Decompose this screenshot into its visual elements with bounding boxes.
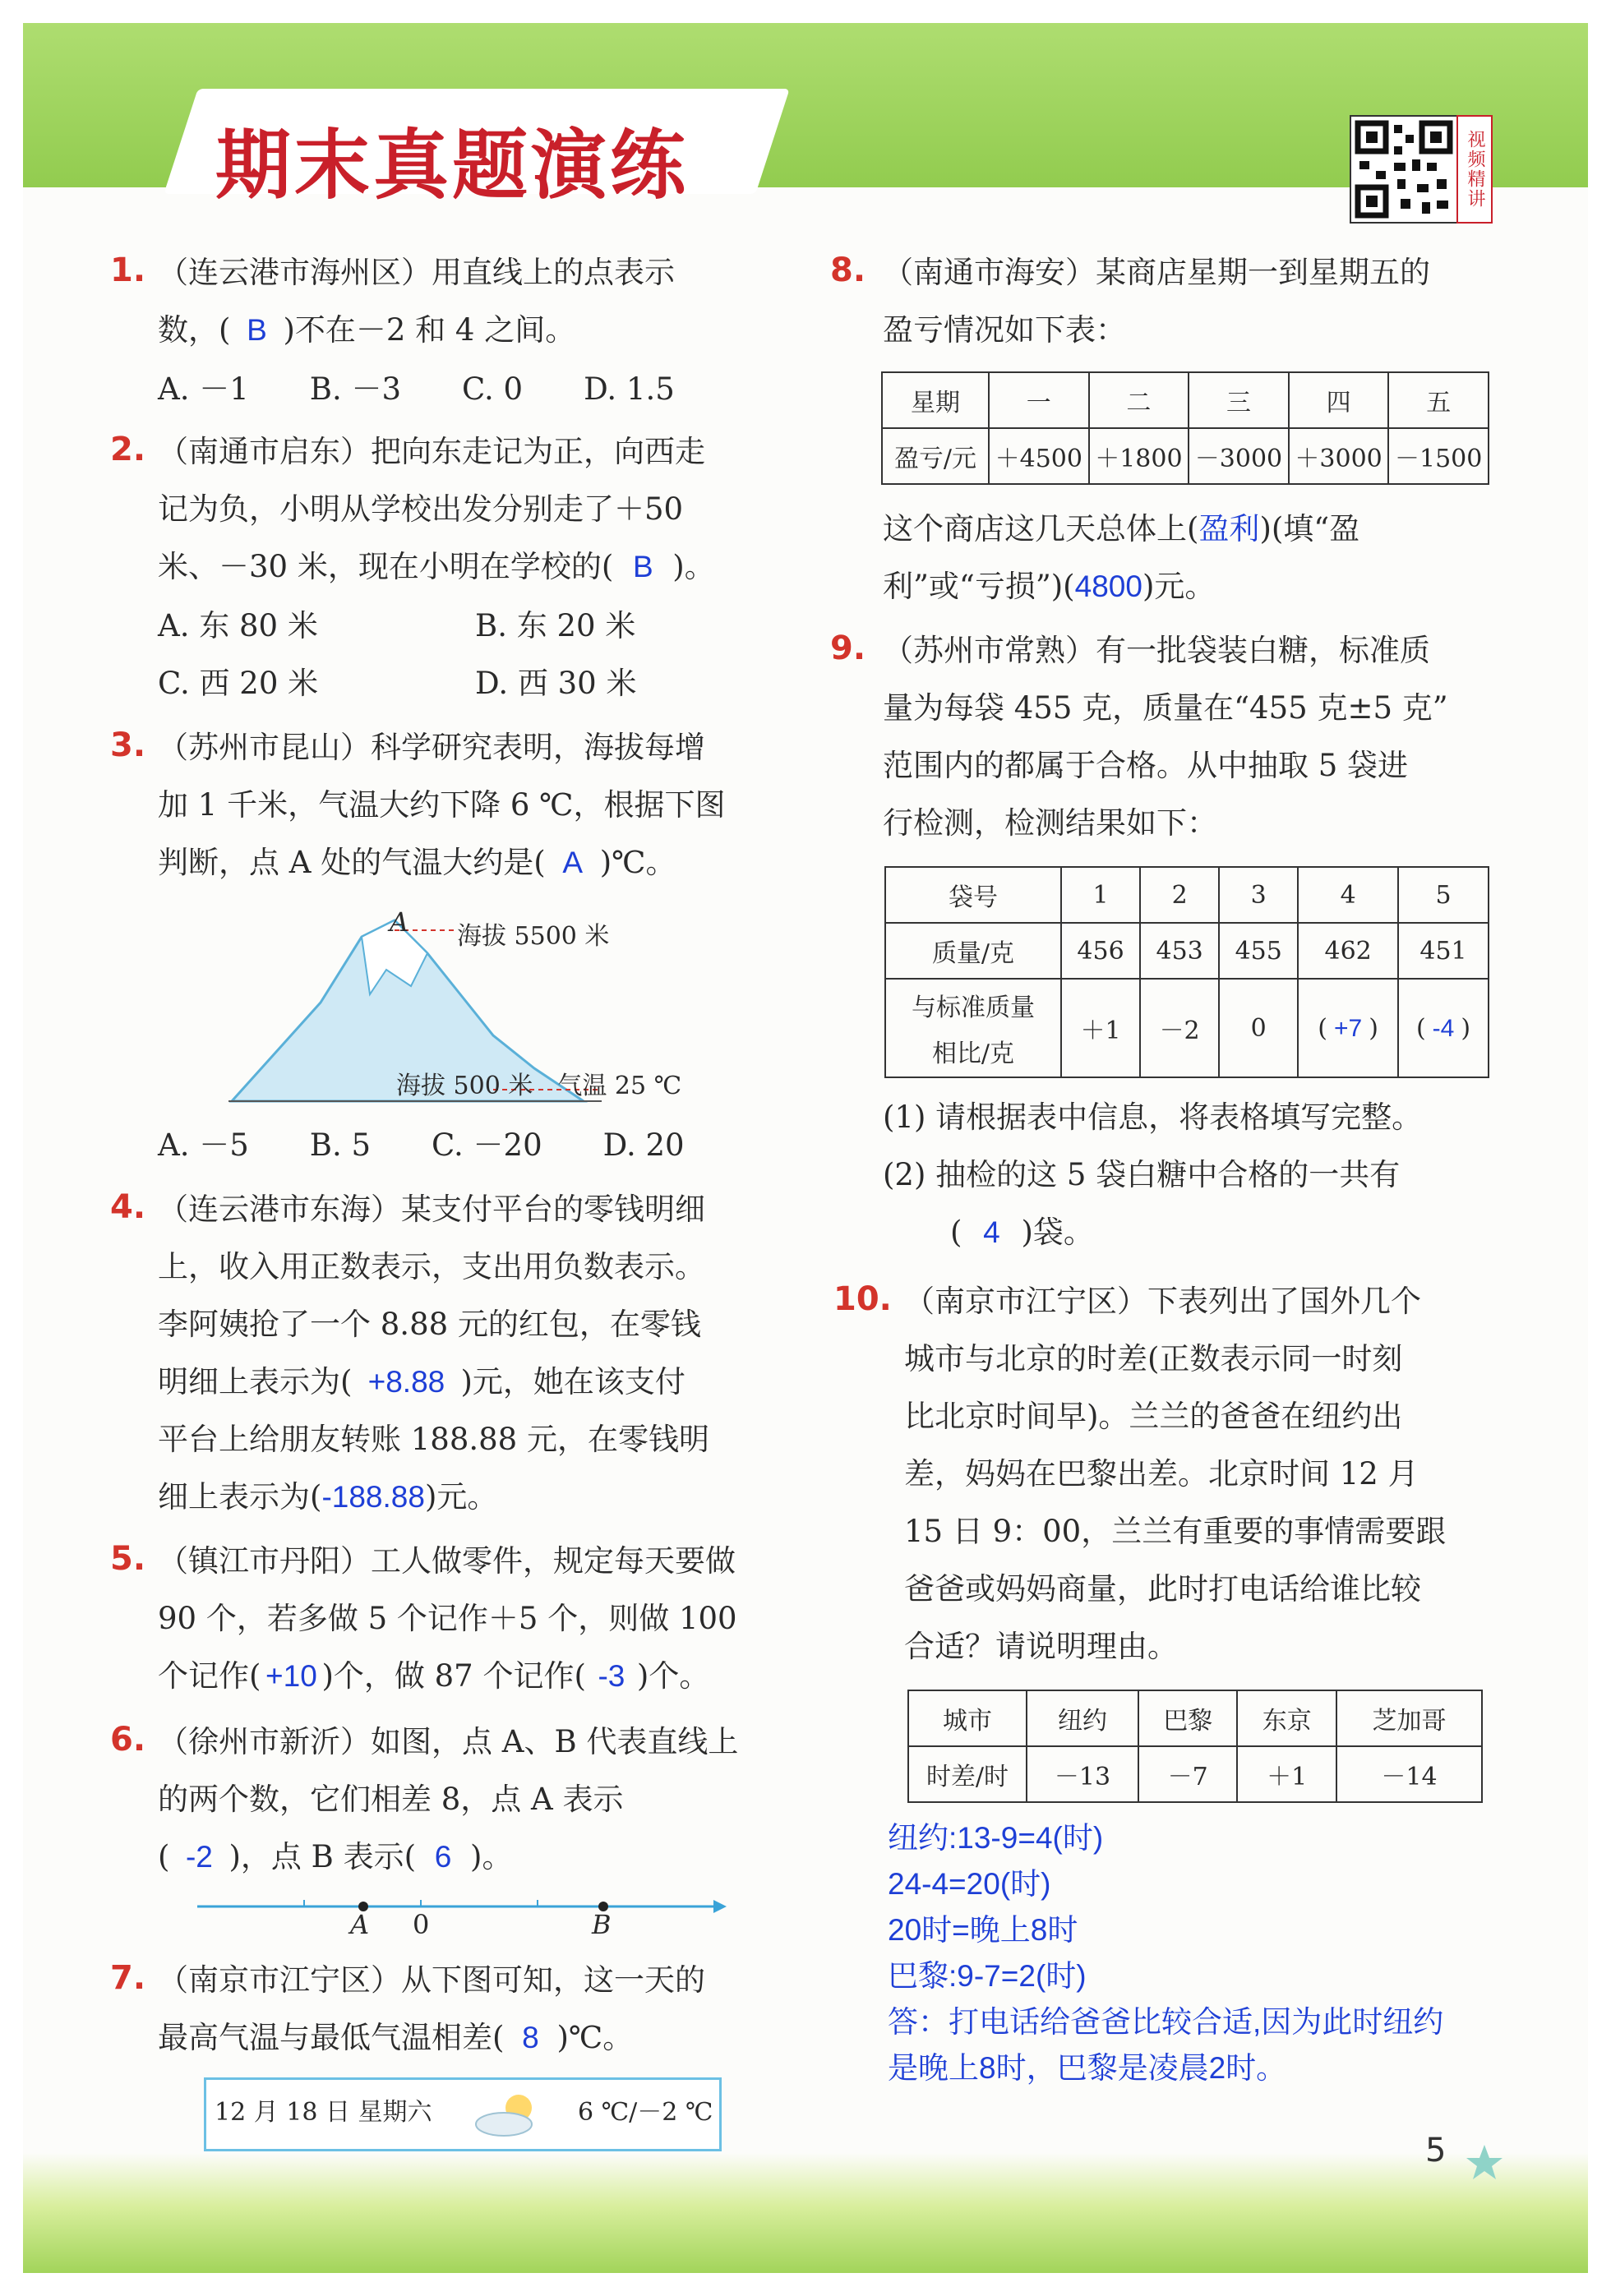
q10-value-cell: ＋1 <box>1237 1746 1336 1802</box>
q10-work-line: 答：打电话给爸爸比较合适,因为此时纽约 <box>888 2005 1444 2039</box>
q8-value-cell: －3000 <box>1189 428 1289 484</box>
q3-number: 3. <box>110 726 146 764</box>
q10-value-cell: －7 <box>1138 1746 1238 1802</box>
q1-number: 1. <box>110 251 146 289</box>
q9-value-cell: 453 <box>1140 923 1219 979</box>
q8-answer-2: 4800 <box>1074 569 1142 603</box>
q2-line-3: 米、－30 米，现在小明在学校的( B )。 <box>158 547 715 587</box>
q9-value-cell: 0 <box>1219 979 1298 1077</box>
q5-line-1: （镇江市丹阳）工人做零件，规定每天要做 <box>158 1543 736 1579</box>
q3-figure-point-label: A <box>390 906 409 938</box>
q8-header-cell: 四 <box>1289 372 1389 428</box>
q10-number: 10. <box>833 1280 892 1318</box>
q5-line-3: 个记作( +10 )个，做 87 个记作( -3 )个。 <box>158 1657 709 1696</box>
q9-answer-5: -4 <box>1432 1014 1455 1042</box>
q9-line-2: 量为每袋 455 克，质量在“455 克±5 克” <box>883 690 1448 726</box>
q3-answer: A <box>562 846 584 879</box>
q4-line-4: 明细上表示为( +8.88 )元，她在该支付 <box>158 1362 685 1402</box>
q6-line-2: 的两个数，它们相差 8，点 A 表示 <box>158 1782 624 1817</box>
q4-number: 4. <box>110 1188 146 1226</box>
q2-option-b: B. 东 20 米 <box>475 608 636 643</box>
q7-line-1: （南京市江宁区）从下图可知，这一天的 <box>158 1962 705 1998</box>
q10-line-3: 比北京时间早)。兰兰的爸爸在纽约出 <box>904 1399 1403 1434</box>
q9-table <box>884 866 1489 1078</box>
q2-number: 2. <box>110 431 146 468</box>
q6-number-line <box>194 1890 733 1939</box>
q8-table <box>881 371 1489 485</box>
page-number: 5 <box>1425 2132 1447 2169</box>
q9-header-cell: 2 <box>1140 867 1219 923</box>
q8-line-2: 盈亏情况如下表： <box>883 312 1126 348</box>
q10-work-line: 24-4=20(时) <box>888 1867 1051 1901</box>
q9-subq-2-answer-line: ( 4 )袋。 <box>950 1213 1094 1252</box>
q10-line-2: 城市与北京的时差(正数表示同一时刻 <box>904 1341 1403 1376</box>
q7-answer: 8 <box>522 2021 539 2054</box>
q9-header-cell: 3 <box>1219 867 1298 923</box>
q1-answer: B <box>247 313 267 347</box>
q3-line-1: （苏州市昆山）科学研究表明，海拔每增 <box>158 730 705 765</box>
q4-line-1: （连云港市东海）某支付平台的零钱明细 <box>158 1192 705 1227</box>
q10-header-cell: 城市 <box>908 1690 1027 1746</box>
q8-header-cell: 五 <box>1388 372 1489 428</box>
q10-header-cell: 巴黎 <box>1138 1690 1238 1746</box>
q9-answer-cell: ( -4 ) <box>1398 979 1489 1077</box>
q6-number: 6. <box>110 1721 146 1759</box>
q9-value-cell: 462 <box>1298 923 1398 979</box>
q9-value-cell: 455 <box>1219 923 1298 979</box>
q8-header-cell: 三 <box>1189 372 1289 428</box>
q9-value-cell: ＋1 <box>1061 979 1140 1077</box>
q9-answer-cell: ( +7 ) <box>1298 979 1398 1077</box>
q9-value-cell: 451 <box>1398 923 1489 979</box>
q8-value-cell: ＋4500 <box>989 428 1089 484</box>
q8-number: 8. <box>830 251 866 289</box>
q1-line-1: （连云港市海州区）用直线上的点表示 <box>158 255 675 290</box>
q8-value-cell: －1500 <box>1388 428 1489 484</box>
q3-options: A. －5 B. 5 C. －20 D. 20 <box>158 1127 685 1163</box>
footer-band <box>23 2153 1588 2273</box>
q4-answer-2: -188.88 <box>321 1480 425 1514</box>
page-title: 期末真题演练 <box>215 122 690 210</box>
q10-work-line: 巴黎:9-7=2(时) <box>888 1959 1087 1993</box>
q8-line-3: 这个商店这几天总体上(盈利)(填“盈 <box>883 511 1360 546</box>
q6-point-b-label: B <box>592 1909 612 1940</box>
q5-number: 5. <box>110 1540 146 1578</box>
q10-row-label: 时差/时 <box>908 1746 1027 1802</box>
q5-answer-1: +10 <box>265 1659 317 1693</box>
q10-line-5: 15 日 9：00，兰兰有重要的事情需要跟 <box>904 1514 1447 1549</box>
q6-answer-2: 6 <box>434 1840 452 1874</box>
q9-answer-count: 4 <box>983 1215 1000 1249</box>
q9-header-cell: 袋号 <box>885 867 1061 923</box>
q10-header-cell: 纽约 <box>1027 1690 1138 1746</box>
q8-header-cell: 二 <box>1089 372 1189 428</box>
q4-line-5: 平台上给朋友转账 188.88 元，在零钱明 <box>158 1422 709 1457</box>
q2-line-2: 记为负，小明从学校出发分别走了＋50 <box>158 491 684 527</box>
q10-line-7: 合适？请说明理由。 <box>904 1629 1178 1664</box>
q4-line-2: 上，收入用正数表示，支出用负数表示。 <box>158 1249 705 1284</box>
q5-line-2: 90 个，若多做 5 个记作＋5 个，则做 100 <box>158 1601 737 1636</box>
q5-answer-2: -3 <box>598 1659 625 1693</box>
cloudy-sun-icon <box>468 2090 550 2141</box>
q10-work-line: 是晚上8时，巴黎是凌晨2时。 <box>888 2051 1287 2085</box>
q10-line-4: 差，妈妈在巴黎出差。北京时间 12 月 <box>904 1456 1419 1491</box>
q3-figure-bottom-label: 海拔 500 米 气温 25 ℃ <box>396 1072 682 1100</box>
q8-line-1: （南通市海安）某商店星期一到星期五的 <box>883 255 1430 290</box>
q8-answer-1: 盈利 <box>1198 512 1260 546</box>
q9-line-4: 行检测，检测结果如下： <box>883 805 1217 841</box>
q6-line-1: （徐州市新沂）如图，点 A、B 代表直线上 <box>158 1724 739 1759</box>
q7-line-2: 最高气温与最低气温相差( 8 )℃。 <box>158 2018 633 2058</box>
q2-answer: B <box>632 550 653 583</box>
q9-header-cell: 5 <box>1398 867 1489 923</box>
q9-value-cell: 456 <box>1061 923 1140 979</box>
q8-header-cell: 一 <box>989 372 1089 428</box>
q8-row-label: 盈亏/元 <box>882 428 989 484</box>
weather-card-temperature: 6 ℃/－2 ℃ <box>578 2098 713 2127</box>
q1-options: A. －1 B. －3 C. 0 D. 1.5 <box>158 371 675 407</box>
q10-header-cell: 东京 <box>1237 1690 1336 1746</box>
q10-header-cell: 芝加哥 <box>1336 1690 1482 1746</box>
q9-line-1: （苏州市常熟）有一批袋装白糖，标准质 <box>883 633 1430 668</box>
qr-code-icon[interactable] <box>1350 115 1458 224</box>
q1-line-2: 数，( B )不在－2 和 4 之间。 <box>158 311 575 350</box>
q2-option-c: C. 西 20 米 <box>158 666 319 701</box>
q9-header-cell: 4 <box>1298 867 1398 923</box>
q7-number: 7. <box>110 1959 146 1997</box>
q9-answer-4: +7 <box>1334 1014 1363 1042</box>
q6-answer-1: -2 <box>185 1840 213 1874</box>
q10-value-cell: －14 <box>1336 1746 1482 1802</box>
q9-line-3: 范围内的都属于合格。从中抽取 5 袋进 <box>883 748 1409 783</box>
q6-point-a-label: A <box>350 1909 370 1940</box>
q4-line-3: 李阿姨抢了一个 8.88 元的红包，在零钱 <box>158 1307 701 1342</box>
q9-header-cell: 1 <box>1061 867 1140 923</box>
q2-option-d: D. 西 30 米 <box>475 666 637 701</box>
weather-card-date: 12 月 18 日 星期六 <box>215 2098 432 2127</box>
q9-subq-1: (1) 请根据表中信息，将表格填写完整。 <box>883 1100 1423 1135</box>
star-icon <box>1463 2142 1506 2184</box>
q4-line-6: 细上表示为(-188.88)元。 <box>158 1479 498 1515</box>
q10-work-line: 纽约:13-9=4(时) <box>888 1821 1104 1855</box>
q6-zero-label: 0 <box>413 1909 430 1940</box>
q9-value-cell: －2 <box>1140 979 1219 1077</box>
q4-answer-1: +8.88 <box>367 1365 445 1399</box>
q6-line-3: ( -2 )，点 B 表示( 6 )。 <box>158 1837 512 1877</box>
q9-subq-2: (2) 抽检的这 5 袋白糖中合格的一共有 <box>883 1157 1401 1192</box>
q2-option-a: A. 东 80 米 <box>158 608 318 643</box>
qr-label: 视频精讲 <box>1456 115 1493 224</box>
q3-line-2: 加 1 千米，气温大约下降 6 ℃，根据下图 <box>158 787 726 823</box>
q10-value-cell: －13 <box>1027 1746 1138 1802</box>
q10-line-1: （南京市江宁区）下表列出了国外几个 <box>904 1284 1421 1319</box>
q3-figure-top-label: 海拔 5500 米 <box>457 922 610 951</box>
q2-line-1: （南通市启东）把向东走记为正，向西走 <box>158 434 705 469</box>
q8-line-4: 利”或“亏损”)(4800)元。 <box>883 569 1216 604</box>
q8-header-cell: 星期 <box>882 372 989 428</box>
q10-work-line: 20时=晚上8时 <box>888 1913 1078 1947</box>
q9-row-label: 质量/克 <box>885 923 1061 979</box>
q9-number: 9. <box>830 629 866 667</box>
q9-row-label: 与标准质量 相比/克 <box>885 979 1061 1077</box>
q8-value-cell: ＋3000 <box>1289 428 1389 484</box>
q3-line-3: 判断，点 A 处的气温大约是( A )℃。 <box>158 843 676 883</box>
q10-table <box>907 1690 1483 1803</box>
weather-card <box>204 2077 722 2151</box>
q8-value-cell: ＋1800 <box>1089 428 1189 484</box>
q10-line-6: 爸爸或妈妈商量，此时打电话给谁比较 <box>904 1571 1421 1607</box>
